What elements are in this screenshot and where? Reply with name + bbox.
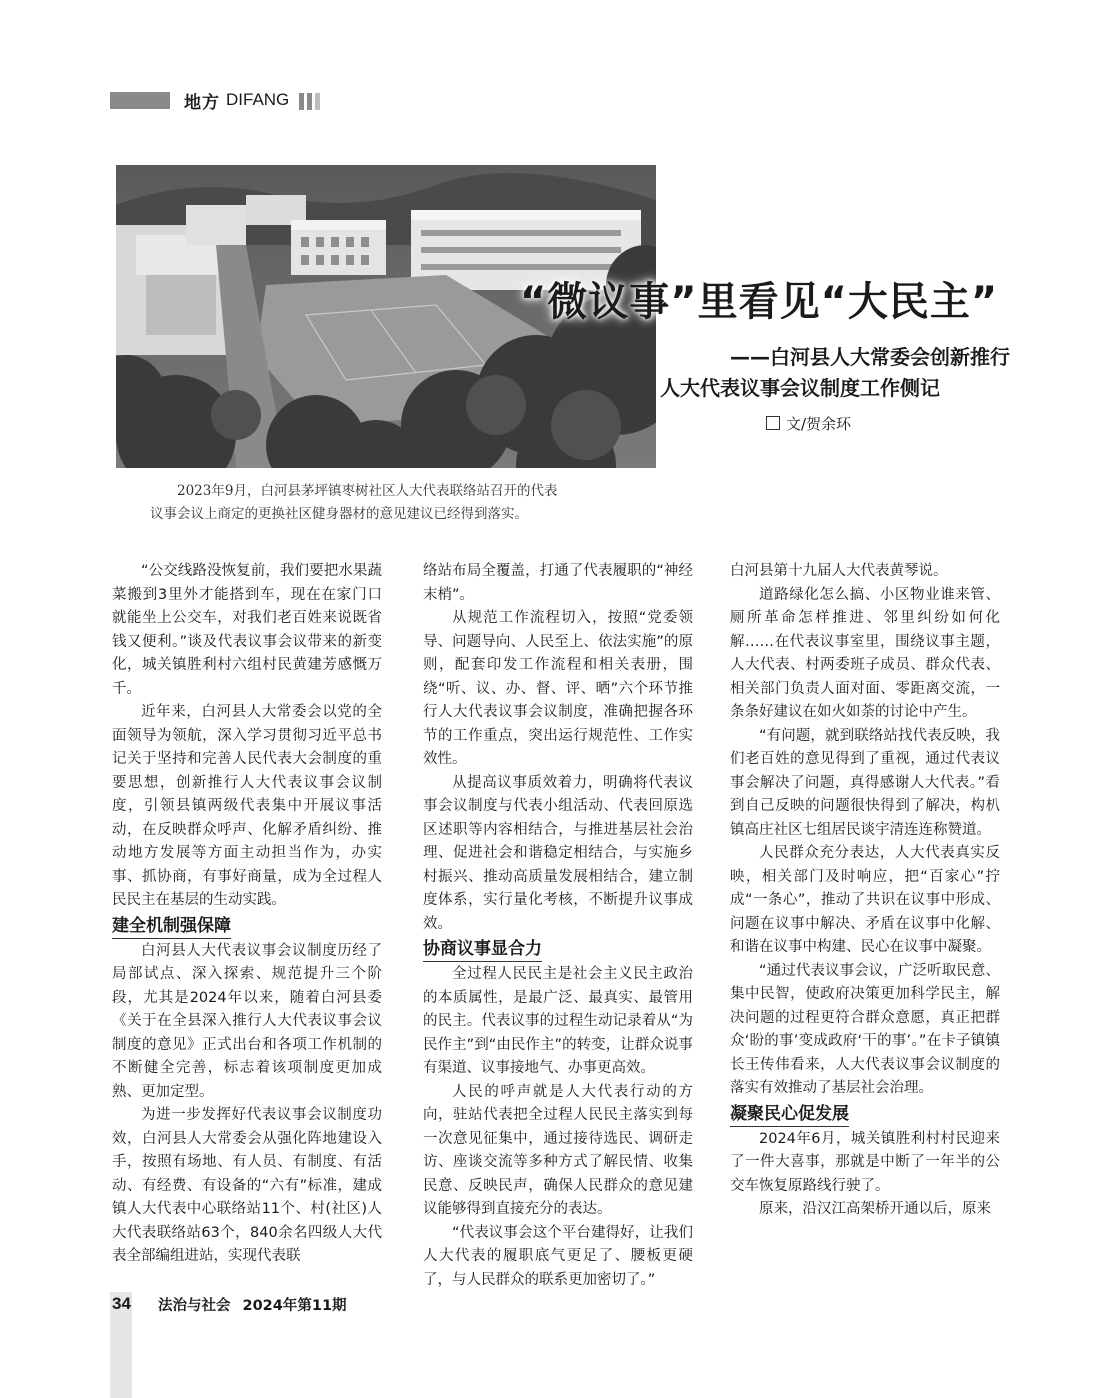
paragraph: 近年来，白河县人大常委会以党的全面领导为领航，深入学习贯彻习近平总书记关于坚持和完善人民代表大会制度的重要思想，创新推行人大代表议事会议制度，引领县镇两级代表集中开展议事活动，在反映群众呼声、化解矛盾纠纷、推动地方发展等方面主动担当作为，办实事、抓协商，有事好商量，成为全过程人民民主在基层的生动实践。 xyxy=(112,704,382,908)
section-marks-decoration xyxy=(299,91,323,110)
paragraph: 人民群众充分表达，人大代表真实反映，相关部门及时响应，把“百家心”拧成“一条心”，推动了共识在议事中形成、问题在议事中解决、矛盾在议事中化解、和谐在议事中构建、民心在议事中凝聚。 xyxy=(730,845,1000,955)
paragraph: 人民的呼声就是人大代表行动的方向，驻站代表把全过程人民民主落实到每一次意见征集中，通过接待选民、调研走访、座谈交流等多种方式了解民情、收集民意、反映民声，确保人民群众的意见建议能够得到直接充分的表达。 xyxy=(423,1083,693,1217)
caption-line2: 议事会议上商定的更换社区健身器材的意见建议已经得到落实。 xyxy=(150,506,528,522)
paragraph: 从提高议事质效着力，明确将代表议事会议制度与代表小组活动、代表回原选区述职等内容相结合，与推进基层社会治理、促进社会和谐稳定相结合，与实施乡村振兴、推动高质量发展相结合，建立制度体系，实行量化考核，不断提升议事成效。 xyxy=(423,774,693,932)
section-name-en: DIFANG xyxy=(226,90,290,109)
paragraph: 道路绿化怎么搞、小区物业谁来管、厕所革命怎样推进、邻里纠纷如何化解……在代表议事室里，围绕议事主题，人大代表、村两委班子成员、群众代表、相关部门负责人面对面、零距离交流，一条条好建议在如火如荼的讨论中产生。 xyxy=(730,586,1000,720)
article-subtitle-line2: 人大代表议事会议制度工作侧记 xyxy=(660,376,940,400)
text-column-3 xyxy=(730,560,1000,1222)
section-bar-decoration xyxy=(110,92,170,109)
paragraph: 白河县人大代表议事会议制度历经了局部试点、深入探索、规范提升三个阶段，尤其是2024年以来，随着白河县委《关于在全县深入推行人大代表议事会议制度的意见》正式出台和各项工作机制的不断健全完善，标志着该项制度更加成熟、更加定型。 xyxy=(112,942,382,1100)
paragraph: 白河县第十九届人大代表黄琴说。 xyxy=(730,563,948,579)
paragraph: “通过代表议事会议，广泛听取民意、集中民智，使政府决策更加科学民主，解决问题的过程更符合群众意愿，真正把群众‘盼的事’变成政府‘干的事’。”在卡子镇镇长王传伟看来，人大代表议事会议制度的落实有效推动了基层社会治理。 xyxy=(730,962,1000,1096)
subheading: 凝聚民心促发展 xyxy=(730,1102,849,1127)
section-header xyxy=(110,88,323,112)
byline-text: 文/贺余环 xyxy=(786,415,852,433)
photo-caption xyxy=(150,480,630,526)
paragraph: 为进一步发挥好代表议事会议制度功效，白河县人大常委会从强化阵地建设入手，按照有场地、有人员、有制度、有活动、有经费、有设备的“六有”标准，建成镇人大代表中心联络站11个、村(社区)人大代表联络站63个，840余名四级人大代表全部编组进站，实现代表联 xyxy=(112,1107,382,1264)
subheading: 建全机制强保障 xyxy=(112,914,231,939)
byline-box-icon xyxy=(766,416,780,430)
paragraph: 全过程人民民主是社会主义民主政治的本质属性，是最广泛、最真实、最管用的民主。代表议事的过程生动记录着从“为民作主”到“由民作主”的转变，让群众说事有渠道、议事接地气、办事更高效。 xyxy=(423,966,693,1076)
text-column-1 xyxy=(112,560,382,1269)
paragraph: 从规范工作流程切入，按照“党委领导、问题导向、人民至上、依法实施”的原则，配套印发工作流程和相关表册，围绕“听、议、办、督、评、晒”六个环节推行人大代表议事会议制度，准确把握各环节的工作重点，突出运行规范性、工作实效性。 xyxy=(423,610,693,767)
paragraph: 2024年6月，城关镇胜利村村民迎来了一件大喜事，那就是中断了一年半的公交车恢复原路线行驶了。 xyxy=(730,1130,1000,1194)
subheading: 协商议事显合力 xyxy=(423,937,542,962)
article-subtitle-line1: ——白河县人大常委会创新推行 xyxy=(730,345,1010,369)
paragraph: “公交线路没恢复前，我们要把水果蔬菜搬到3里外才能搭到车，现在在家门口就能坐上公交车，对我们老百姓来说既省钱又便利。”谈及代表议事会议带来的新变化，城关镇胜利村六组村民黄建芳感慨万千。 xyxy=(112,563,382,697)
text-column-2 xyxy=(423,560,693,1292)
byline xyxy=(766,413,851,434)
page-footer xyxy=(112,1292,347,1316)
paragraph: “有问题，就到联络站找代表反映，我们老百姓的意见得到了重视，通过代表议事会解决了问题，真得感谢人大代表。”看到自己反映的问题很快得到了解决，构朳镇高庄社区七组居民谈宇清连连称赞道。 xyxy=(730,727,1000,838)
page-number: 34 xyxy=(112,1294,131,1313)
caption-line1: 2023年9月，白河县茅坪镇枣树社区人大代表联络站召开的代表 xyxy=(177,483,558,499)
issue-label: 2024年第11期 xyxy=(242,1297,347,1314)
article-title: “微议事”里看见“大民主” xyxy=(520,279,999,325)
paragraph: 原来，沿汉江高架桥开通以后，原来 xyxy=(759,1201,991,1217)
paragraph: 络站布局全覆盖，打通了代表履职的“神经末梢”。 xyxy=(423,563,693,603)
section-name: 地方 xyxy=(184,92,220,113)
paragraph: “代表议事会这个平台建得好，让我们人大代表的履职底气更足了、腰板更硬了，与人民群众的联系更加密切了。” xyxy=(423,1224,693,1288)
journal-name: 法治与社会 xyxy=(158,1297,231,1314)
